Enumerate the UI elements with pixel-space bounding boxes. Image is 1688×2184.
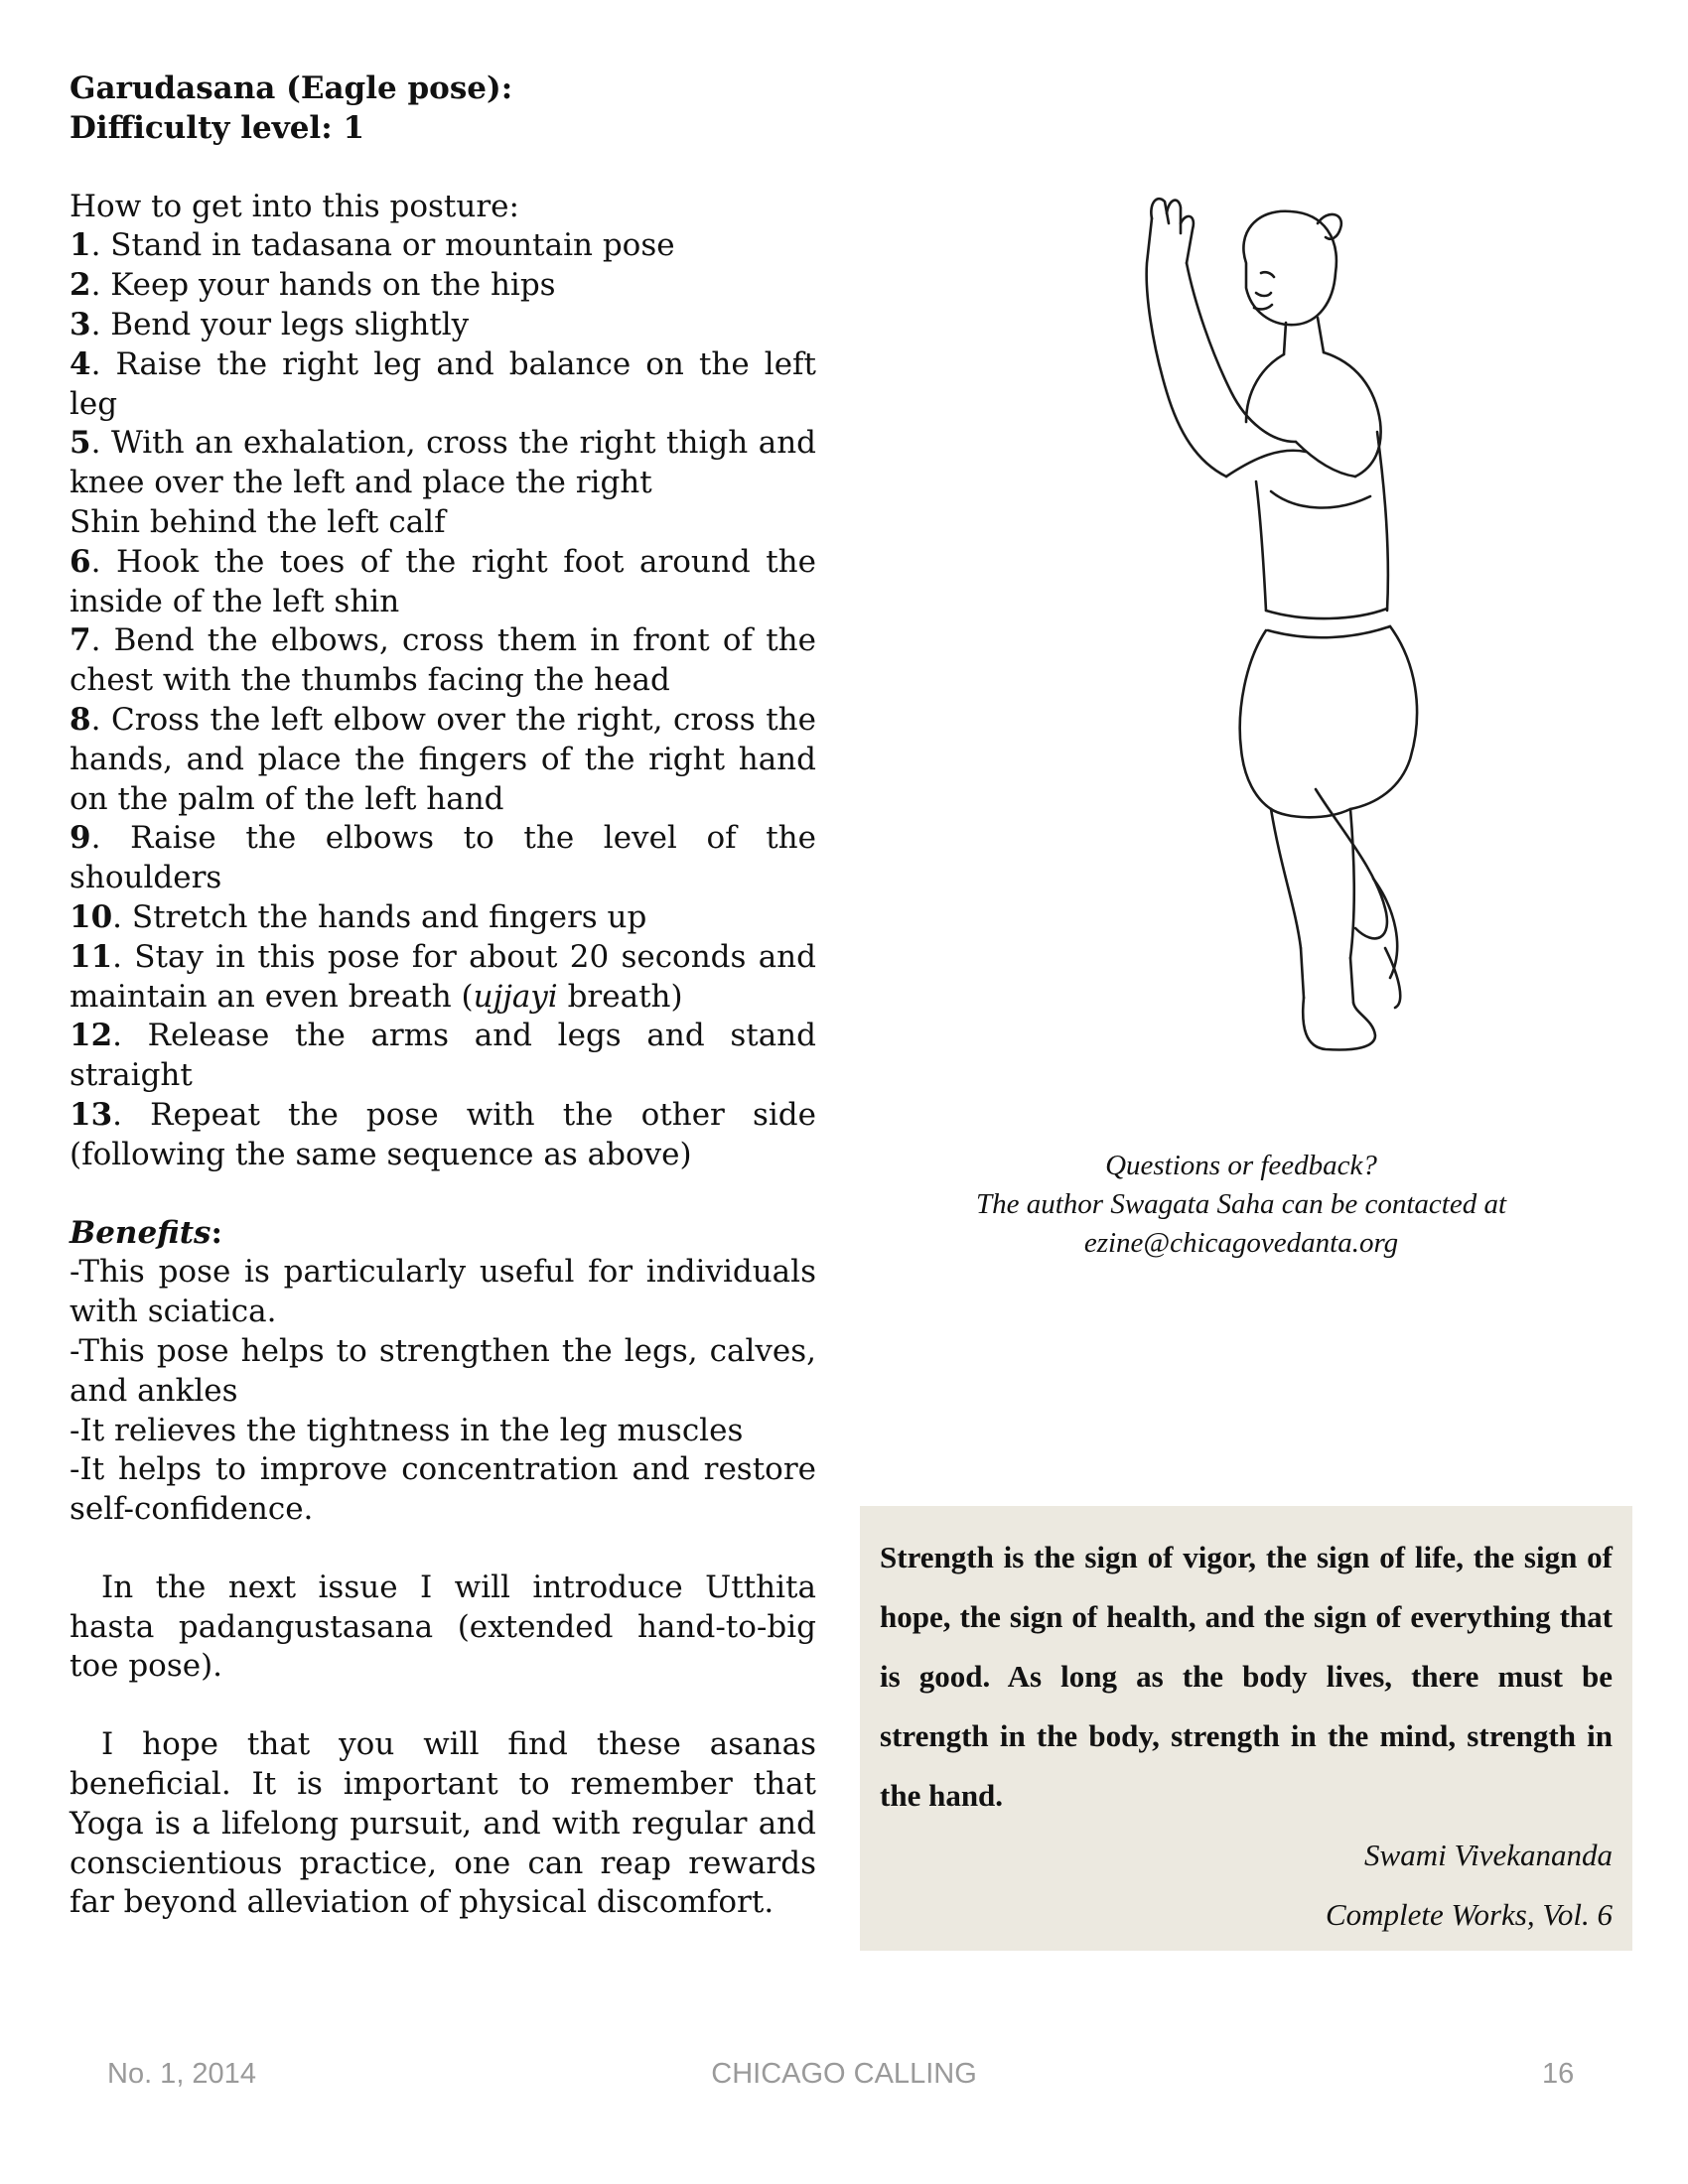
next-issue-paragraph: In the next issue I will introduce Utthita hasta padangustasana (extended hand-to-big toe pose). <box>70 1569 816 1685</box>
step-item: 11. Stay in this pose for about 20 seconds and maintain an even breath (ujjayi breath) <box>70 938 816 1015</box>
contact-line: The author Swagata Saha can be contacted at <box>975 1188 1507 1220</box>
benefit-item: -It helps to improve concentration and restore self-confidence. <box>70 1451 816 1528</box>
contact-note <box>874 1147 1609 1263</box>
step-item: 13. Repeat the pose with the other side (following the same sequence as above) <box>70 1096 816 1172</box>
quote-text: Strength is the sign of vigor, the sign of life, the sign of hope, the sign of health, and the sign of everything that is good. As long as the body lives, there must be strength in the body, strength in the mind, strength in the hand. <box>880 1540 1613 1813</box>
step-item-continuation: Shin behind the left calf <box>70 503 446 540</box>
footer-page-number: 16 <box>1542 2058 1575 2090</box>
benefit-item: -It relieves the tightness in the leg muscles <box>70 1412 744 1448</box>
step-item: 9. Raise the elbows to the level of the shoulders <box>70 820 816 896</box>
step-item: 5. With an exhalation, cross the right thigh and knee over the left and place the right <box>70 425 816 501</box>
quote-source: Complete Works, Vol. 6 <box>1325 1897 1613 1932</box>
step-item: 8. Cross the left elbow over the right, cross the hands, and place the fingers of the right hand on the palm of the left hand <box>70 701 816 817</box>
quote-box <box>860 1506 1632 1951</box>
benefit-item: -This pose is particularly useful for individuals with sciatica. <box>70 1254 816 1330</box>
difficulty-level: Difficulty level: 1 <box>70 109 365 146</box>
eagle-pose-illustration <box>1057 194 1494 1077</box>
step-item: 10. Stretch the hands and fingers up <box>70 898 647 935</box>
contact-line: Questions or feedback? <box>1105 1150 1377 1181</box>
footer-publication: CHICAGO CALLING <box>711 2058 977 2090</box>
step-item: 3. Bend your legs slightly <box>70 306 470 342</box>
step-item: 12. Release the arms and legs and stand straight <box>70 1018 816 1094</box>
steps-list <box>70 226 816 1174</box>
step-item: 1. Stand in tadasana or mountain pose <box>70 227 675 264</box>
step-item: 4. Raise the right leg and balance on the left leg <box>70 345 816 422</box>
pose-title: Garudasana (Eagle pose): <box>70 70 513 106</box>
contact-email: ezine@chicagovedanta.org <box>1083 1227 1399 1259</box>
step-item: 6. Hook the toes of the right foot around the inside of the left shin <box>70 543 816 619</box>
benefits-list <box>70 1253 816 1530</box>
article-column <box>70 69 816 1923</box>
steps-intro: How to get into this posture: <box>70 188 519 224</box>
benefits-heading: Benefits: <box>70 1214 222 1251</box>
step-item: 2. Keep your hands on the hips <box>70 267 556 304</box>
closing-paragraph: I hope that you will find these asanas beneficial. It is important to remember that Yoga is a lifelong pursuit, and with regular and conscientious practice, one can reap rewards far beyond alleviation of physical discomfort. <box>70 1726 816 1921</box>
quote-author: Swami Vivekananda <box>1364 1838 1613 1872</box>
page-footer <box>0 2058 1688 2098</box>
footer-issue: No. 1, 2014 <box>107 2058 256 2090</box>
benefit-item: -This pose helps to strengthen the legs, calves, and ankles <box>70 1332 816 1409</box>
step-item: 7. Bend the elbows, cross them in front of the chest with the thumbs facing the head <box>70 622 816 699</box>
